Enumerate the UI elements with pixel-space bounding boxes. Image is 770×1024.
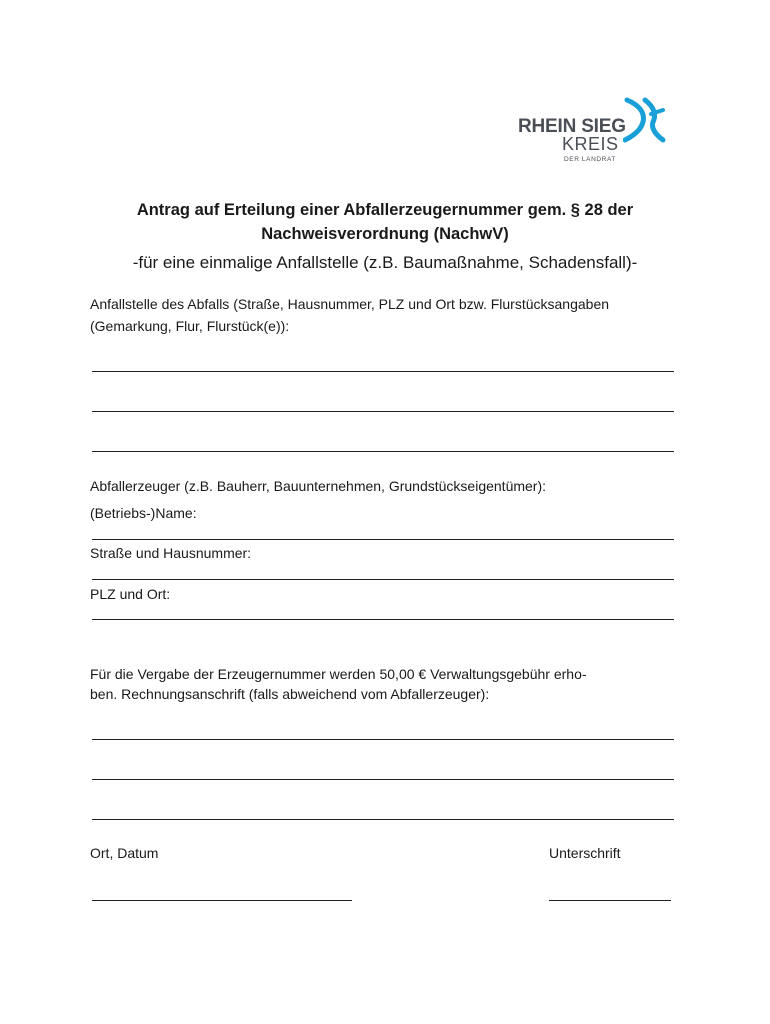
producer-street-label: Straße und Hausnummer: (90, 545, 252, 561)
producer-street-line[interactable] (92, 579, 674, 580)
rhein-sieg-logo (518, 96, 668, 166)
form-subtitle: -für eine einmalige Anfallstelle (z.B. Baumaßnahme, Schadensfall)- (132, 253, 638, 272)
place-date-line[interactable] (92, 900, 352, 901)
signature-label: Unterschrift (549, 845, 621, 861)
logo-sub-text: KREIS (562, 134, 619, 154)
form-title-line2: Nachweisverordnung (NachwV) (261, 225, 509, 243)
site-label-line1: Anfallstelle des Abfalls (Straße, Hausnummer, PLZ und Ort bzw. Flurstücksangaben (90, 296, 610, 312)
producer-city-label: PLZ und Ort: (90, 586, 171, 602)
signature-line[interactable] (549, 900, 671, 901)
site-input-line-3[interactable] (92, 451, 674, 452)
producer-name-line[interactable] (92, 539, 674, 540)
form-title-line1: Antrag auf Erteilung einer Abfallerzeugernummer gem. § 28 der (136, 201, 634, 219)
logo-tagline: DER LANDRAT (564, 156, 616, 163)
site-input-line-1[interactable] (92, 371, 674, 372)
place-date-label: Ort, Datum (90, 845, 159, 861)
producer-heading: Abfallerzeuger (z.B. Bauherr, Bauunternehmen, Grundstückseigentümer): (90, 478, 547, 494)
logo-main-text: RHEIN SIEG (518, 116, 626, 137)
billing-input-line-1[interactable] (92, 739, 674, 740)
site-input-line-2[interactable] (92, 411, 674, 412)
fee-text-line1: Für die Vergabe der Erzeugernummer werden 50,00 € Verwaltungsgebühr erho- (90, 666, 587, 682)
fee-text-line2: ben. Rechnungsanschrift (falls abweichend vom Abfallerzeuger): (90, 686, 490, 702)
billing-input-line-2[interactable] (92, 779, 674, 780)
producer-name-label: (Betriebs-)Name: (90, 505, 197, 521)
billing-input-line-3[interactable] (92, 819, 674, 820)
rhein-sieg-logo-mark-icon (623, 96, 671, 146)
site-label-line2: (Gemarkung, Flur, Flurstück(e)): (90, 318, 290, 334)
producer-city-line[interactable] (92, 619, 674, 620)
